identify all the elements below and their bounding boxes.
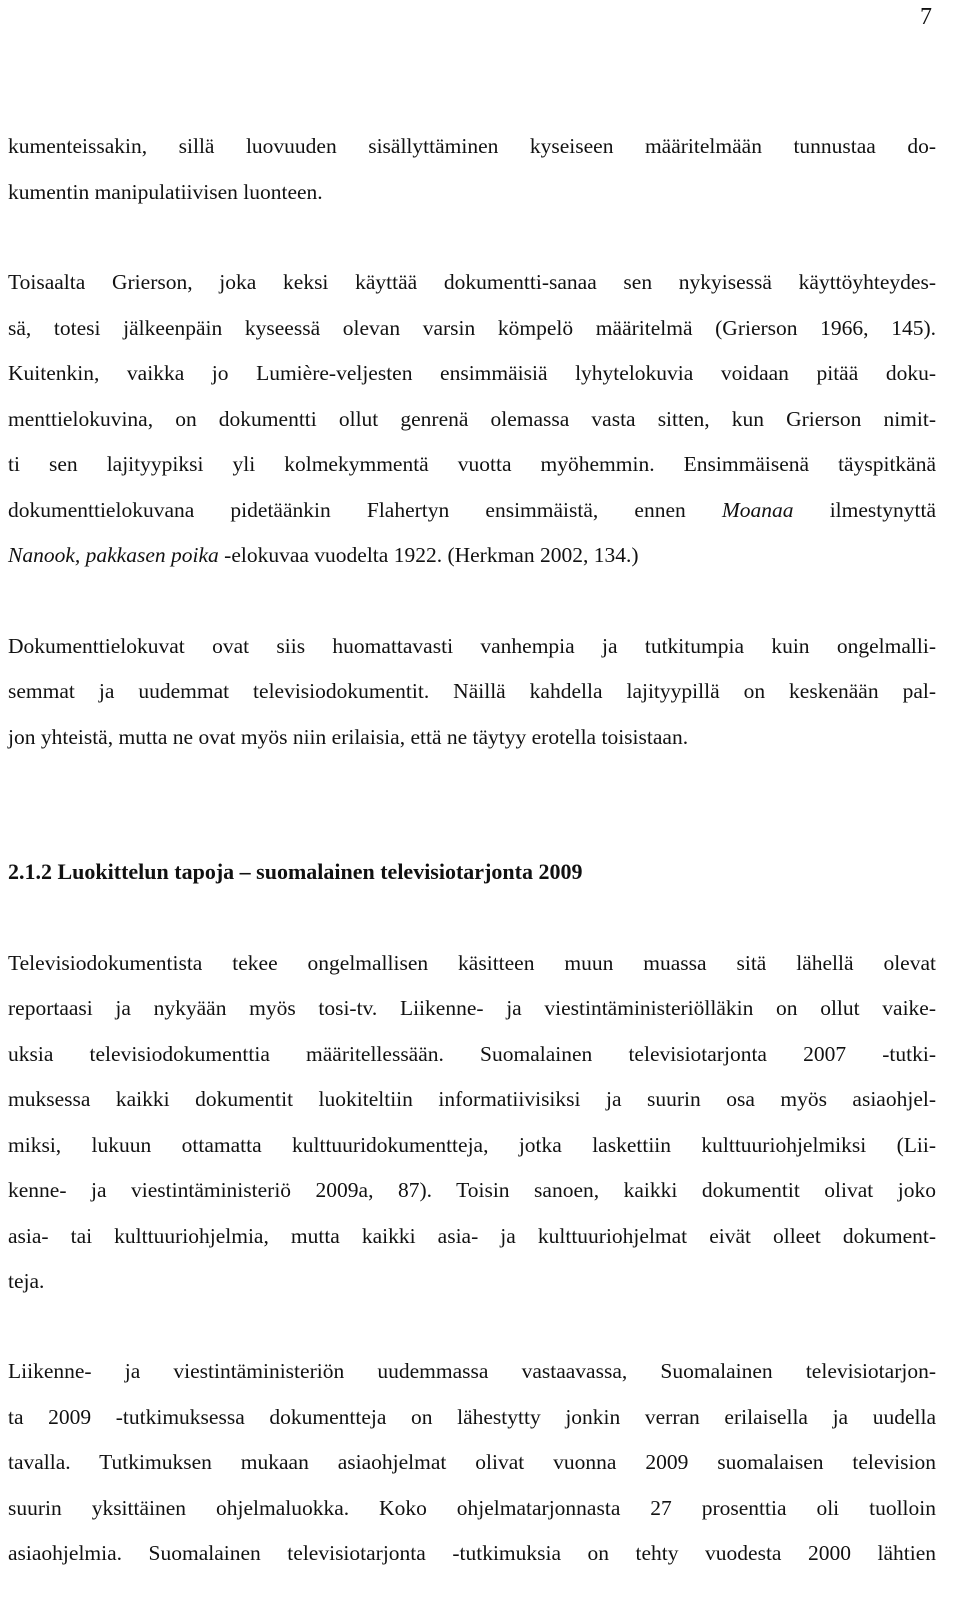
text-line: teja. (8, 1269, 45, 1293)
text-line: ti sen lajityypiksi yli kolmekymmentä vuotta myöhemmin. Ensimmäisenä täyspitkänä (8, 452, 936, 476)
text-line: kumenteissakin, sillä luovuuden sisällyttäminen kyseiseen määritelmään tunnustaa do- (8, 134, 936, 158)
text-line (8, 541, 936, 569)
text-line: ta 2009 -tutkimuksessa dokumentteja on lähestytty jonkin verran erilaisella ja uudella (8, 1405, 936, 1429)
text-line: Dokumenttielokuvat ovat siis huomattavasti vanhempia ja tutkitumpia kuin ongelmalli- (8, 634, 936, 658)
film-title-moanaa: Moanaa (721, 498, 794, 522)
text-line: kumentin manipulatiivisen luonteen. (8, 180, 323, 204)
text-run: -elokuvaa vuodelta 1922. (Herkman 2002, 134.) (218, 543, 639, 567)
text-line: Kuitenkin, vaikka jo Lumière-veljesten ensimmäisiä lyhytelokuvia voidaan pitää doku- (8, 361, 936, 385)
text-line: reportaasi ja nykyään myös tosi-tv. Liikenne- ja viestintäministeriölläkin on ollut vaike- (8, 996, 936, 1020)
text-line: sä, totesi jälkeenpäin kyseessä olevan varsin kömpelö määritelmä (Grierson 1966, 145). (8, 316, 936, 340)
text-line (8, 496, 936, 524)
text-line: asiaohjelmia. Suomalainen televisiotarjonta -tutkimuksia on tehty vuodesta 2000 lähtien (8, 1541, 936, 1565)
text-line: menttielokuvina, on dokumentti ollut genrenä olemassa vasta sitten, kun Grierson nimit- (8, 407, 936, 431)
text-line: tavalla. Tutkimuksen mukaan asiaohjelmat olivat vuonna 2009 suomalaisen television (8, 1450, 936, 1474)
text-line: uksia televisiodokumenttia määritellessään. Suomalainen televisiotarjonta 2007 -tutki- (8, 1042, 936, 1066)
text-run: ilmestynyttä (793, 498, 936, 522)
film-title-nanook: Nanook, pakkasen poika (8, 543, 219, 567)
section-heading: 2.1.2 Luokittelun tapoja – suomalainen televisiotarjonta 2009 (8, 859, 583, 884)
text-line: semmat ja uudemmat televisiodokumentit. Näillä kahdella lajityypillä on keskenään pal- (8, 679, 936, 703)
text-line: kenne- ja viestintäministeriö 2009a, 87). Toisin sanoen, kaikki dokumentit olivat joko (8, 1178, 936, 1202)
text-run: dokumenttielokuvana pidetäänkin Flahertyn ensimmäistä, ennen (8, 498, 722, 522)
text-line: muksessa kaikki dokumentit luokiteltiin informatiivisiksi ja suurin osa myös asiaohjel- (8, 1087, 936, 1111)
text-line: Televisiodokumentista tekee ongelmallisen käsitteen muun muassa sitä lähellä olevat (8, 951, 936, 975)
text-line: Liikenne- ja viestintäministeriön uudemmassa vastaavassa, Suomalainen televisiotarjon- (8, 1359, 936, 1383)
text-line: Toisaalta Grierson, joka keksi käyttää dokumentti-sanaa sen nykyisessä käyttöyhteydes- (8, 270, 936, 294)
text-line: miksi, lukuun ottamatta kulttuuridokumentteja, jotka laskettiin kulttuuriohjelmiksi (Lii- (8, 1133, 936, 1157)
text-line: jon yhteistä, mutta ne ovat myös niin erilaisia, että ne täytyy erotella toisistaan. (8, 725, 689, 749)
text-line: suurin yksittäinen ohjelmaluokka. Koko ohjelmatarjonnasta 27 prosenttia oli tuolloin (8, 1496, 936, 1520)
page-number: 7 (920, 4, 932, 30)
text-line: asia- tai kulttuuriohjelmia, mutta kaikki asia- ja kulttuuriohjelmat eivät olleet dokument- (8, 1224, 936, 1248)
